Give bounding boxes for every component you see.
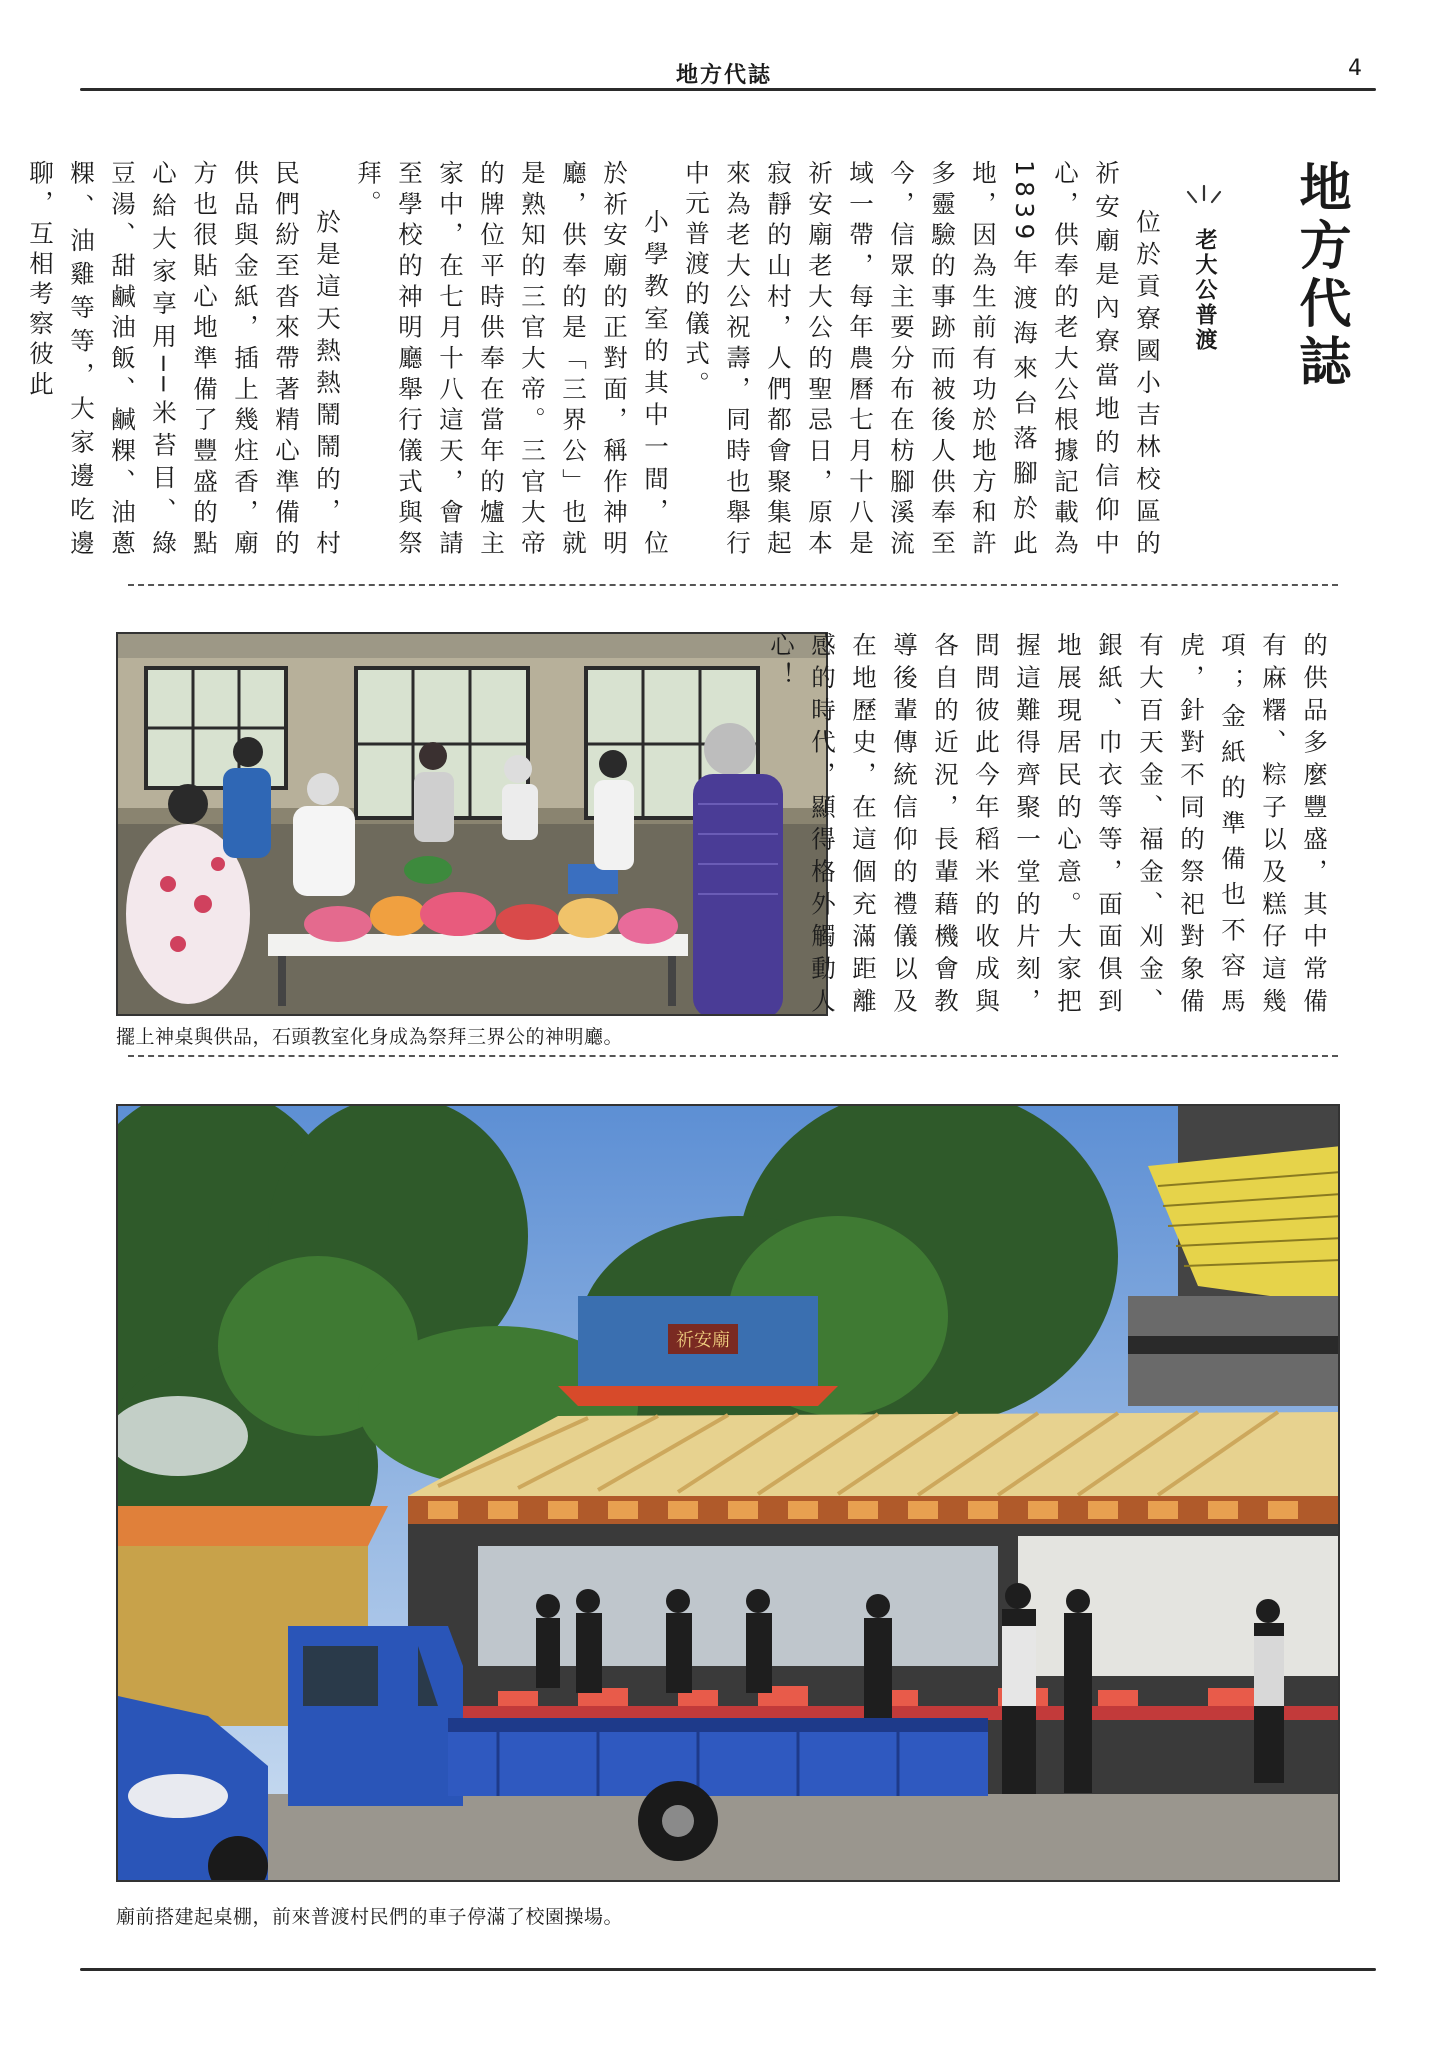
- page-number: 4: [1348, 56, 1362, 81]
- sparkle-icon: [1182, 184, 1226, 214]
- header-rule: [80, 88, 1376, 91]
- article-paragraph: 小學教室的其中一間，位於祈安廟的正對面，稱作神明廳，供奉的是「三界公」也就是熟知的三官大帝。三官大帝的牌位平時供奉在當年的爐主家中，在七月十八這天，會請至學校的神明廳舉行儀式與祭拜。: [354, 160, 670, 560]
- section-divider: [128, 584, 1338, 586]
- photo1-caption: 擺上神桌與供品，石頭教室化身成為祭拜三界公的神明廳。: [116, 1026, 624, 1048]
- article-block-2: [767, 632, 1335, 1018]
- article-paragraph: 位於貢寮國小吉林校區的祈安廟是內寮當地的信仰中心，供奉的老大公根據記載為1839年渡海來台落腳於此地，因為生前有功於地方和許多靈驗的事跡而被後人供奉至今，信眾主要分布在枋腳溪流域一帶，每年農曆七月十八是祈安廟老大公的聖忌日，原本寂靜的山村，人們都會聚集起來為老大公祝壽，同時也舉行中元普渡的儀式。: [682, 160, 1162, 560]
- running-header: 地方代誌: [675, 63, 772, 88]
- footer-rule: [80, 1968, 1376, 1971]
- section-divider: [128, 1055, 1338, 1057]
- section-title: 地方代誌: [1290, 160, 1350, 392]
- photo2-caption: 廟前搭建起桌棚，前來普渡村民們的車子停滿了校園操場。: [116, 1906, 624, 1928]
- temple-plaque: 祈安廟: [676, 1330, 730, 1351]
- photo-shrine-hall: [116, 632, 828, 1016]
- photo-temple-tent: [116, 1104, 1340, 1882]
- section-subtitle: 老大公普渡: [1192, 228, 1217, 353]
- article-paragraph: 於是這天熱熱鬧鬧的，村民們紛至沓來帶著精心準備的供品與金紙，插上幾炷香，廟方也很貼心地準備了豐盛的點心給大家享用──米苔目、綠豆湯、甜鹹油飯、鹹粿、油蔥粿、油雞等等，大家邊吃邊聊，互相考察彼此: [26, 160, 342, 560]
- article-paragraph: 的供品多麼豐盛，其中常備有麻糬、粽子以及糕仔這幾項；金紙的準備也不容馬虎，針對不同的祭祀對象備有大百天金、福金、刈金、銀紙、巾衣等等，面面俱到地展現居民的心意。大家把握這難得齊聚一堂的片刻，問問彼此今年稻米的收成與各自的近況，長輩藉機會教導後輩傳統信仰的禮儀以及在地歷史，在這個充滿距離感的時代，顯得格外觸動人心！: [767, 632, 1329, 1018]
- shrine-hall-image: [118, 634, 828, 1016]
- article-block-1: [26, 160, 1168, 560]
- temple-tent-image: [118, 1106, 1340, 1882]
